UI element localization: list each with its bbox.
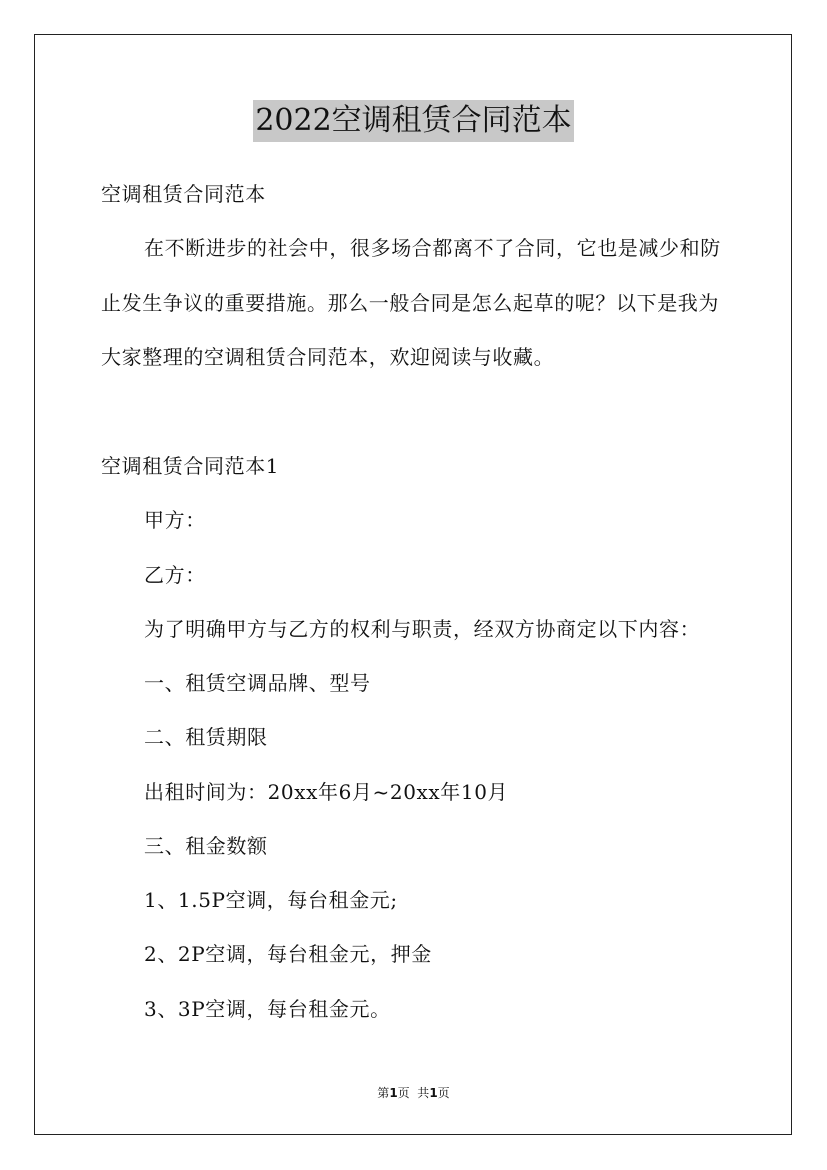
rental-period-line: 出租时间为：20xx年6月~20xx年10月 — [144, 780, 509, 804]
clause-3-heading: 三、租金数额 — [144, 834, 268, 858]
clause-2-heading: 二、租赁期限 — [144, 725, 268, 749]
intro-line-3: 大家整理的空调租赁合同范本，欢迎阅读与收藏。 — [101, 345, 555, 369]
rent-item-2: 2、2P空调，每台租金元，押金 — [144, 942, 432, 966]
footer-page-total: 1 — [429, 1086, 438, 1100]
party-b-line: 乙方： — [144, 563, 206, 587]
clause-1-heading: 一、租赁空调品牌、型号 — [144, 671, 371, 695]
rent-item-3: 3、3P空调，每台租金元。 — [144, 997, 391, 1021]
footer-suffix: 页 — [437, 1086, 450, 1100]
document-subtitle: 空调租赁合同范本 — [101, 182, 266, 206]
intro-line-2: 止发生争议的重要措施。那么一般合同是怎么起草的呢？以下是我为 — [101, 291, 719, 315]
section-heading: 空调租赁合同范本1 — [101, 454, 280, 478]
title-wrap — [0, 100, 827, 142]
party-a-line: 甲方： — [144, 508, 206, 532]
intro-line-1: 在不断进步的社会中，很多场合都离不了合同，它也是减少和防 — [144, 236, 721, 260]
footer-mid: 页 共 — [397, 1086, 430, 1100]
rent-item-1: 1、1.5P空调，每台租金元; — [144, 888, 398, 912]
page-footer — [0, 1085, 827, 1101]
purpose-line: 为了明确甲方与乙方的权利与职责，经双方协商定以下内容： — [144, 617, 701, 641]
footer-prefix: 第 — [377, 1086, 390, 1100]
footer-page-current: 1 — [389, 1086, 398, 1100]
document-title: 2022空调租赁合同范本 — [253, 100, 573, 142]
